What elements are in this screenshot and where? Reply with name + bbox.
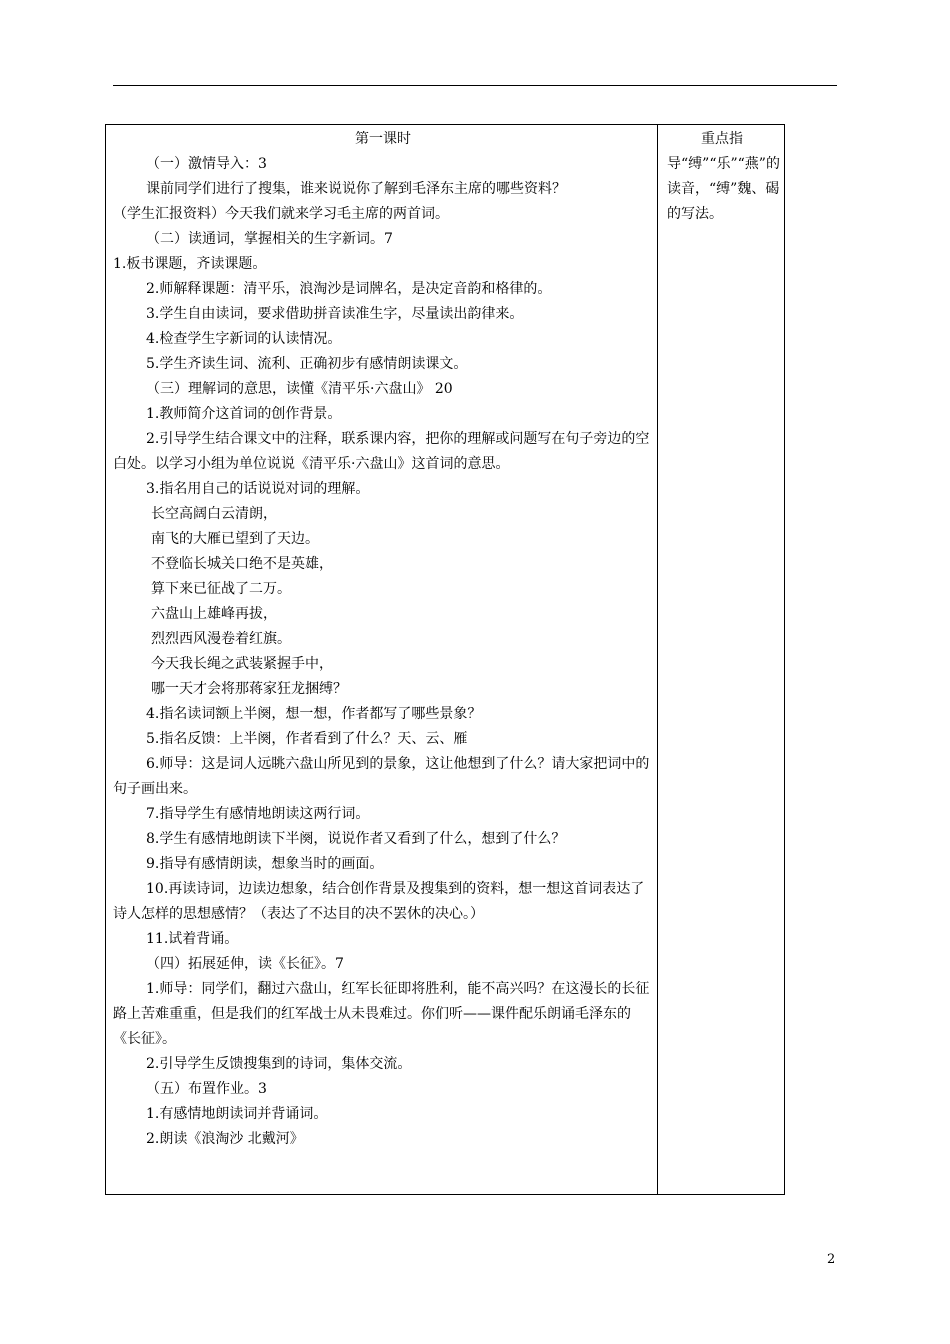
poem-line: 长空高阔白云清朗， xyxy=(151,506,277,522)
lesson-paragraph: （学生汇报资料）今天我们就来学习毛主席的两首词。 xyxy=(113,206,449,222)
lesson-paragraph: （一）激情导入：3 xyxy=(146,156,267,172)
lesson-paragraph: 10.再读诗词，边读边想象，结合创作背景及搜集到的资料，想一想这首词表达了诗人怎样的思想感情？（表达了不达目的决不罢休的决心。） xyxy=(113,881,645,922)
lesson-paragraph: 1.有感情地朗读词并背诵词。 xyxy=(146,1106,328,1122)
teaching-notes-cell xyxy=(667,127,782,227)
lesson-paragraph: （二）读通词，掌握相关的生字新词。7 xyxy=(146,231,393,247)
teaching-note: 重点指导“缚”“乐”“燕”的读音，“缚”魏、碣的写法。 xyxy=(667,131,780,222)
lesson-paragraph: 课前同学们进行了搜集，谁来说说你了解到毛泽东主席的哪些资料？ xyxy=(146,181,566,197)
poem-line: 今天我长绳之武装紧握手中， xyxy=(151,656,333,672)
lesson-paragraph: 7.指导学生有感情地朗读这两行词。 xyxy=(146,806,370,822)
poem-line: 烈烈西风漫卷着红旗。 xyxy=(151,631,291,647)
lesson-paragraph: 2.朗读《浪淘沙 北戴河》 xyxy=(146,1131,304,1147)
table-column-divider xyxy=(657,124,658,1195)
lesson-paragraph: 4.指名读词额上半阕，想一想，作者都写了哪些景象？ xyxy=(146,706,482,722)
lesson-paragraph: （五）布置作业。3 xyxy=(146,1081,267,1097)
lesson-paragraph: 4.检查学生字新词的认读情况。 xyxy=(146,331,342,347)
poem-line: 哪一天才会将那蒋家狂龙捆缚？ xyxy=(151,681,347,697)
lesson-paragraph: 8.学生有感情地朗读下半阕，说说作者又看到了什么，想到了什么？ xyxy=(146,831,566,847)
poem-line: 不登临长城关口绝不是英雄， xyxy=(151,556,333,572)
lesson-paragraph: 1.板书课题，齐读课题。 xyxy=(113,256,267,272)
lesson-paragraph: 2.引导学生结合课文中的注释，联系课内容，把你的理解或问题写在句子旁边的空白处。以学习小组为单位说说《清平乐·六盘山》这首词的意思。 xyxy=(113,431,650,472)
lesson-paragraph: 2.引导学生反馈搜集到的诗词，集体交流。 xyxy=(146,1056,412,1072)
poem-line: 算下来已征战了二万。 xyxy=(151,581,291,597)
lesson-paragraph: 9.指导有感情朗读，想象当时的画面。 xyxy=(146,856,384,872)
lesson-paragraph: 3.学生自由读词，要求借助拼音读准生字，尽量读出韵律来。 xyxy=(146,306,524,322)
lesson-paragraph: 5.指名反馈：上半阕，作者看到了什么？天、云、雁 xyxy=(146,731,468,747)
lesson-paragraph: （三）理解词的意思，读懂《清平乐·六盘山》 20 xyxy=(146,381,453,397)
lesson-paragraph: 1.教师简介这首词的创作背景。 xyxy=(146,406,342,422)
poem-line: 六盘山上雄峰再拔， xyxy=(151,606,277,622)
lesson-content-cell xyxy=(113,127,653,1152)
lesson-paragraph: 6.师导：这是词人远眺六盘山所见到的景象，这让他想到了什么？请大家把词中的句子画出来。 xyxy=(113,756,650,797)
lesson-paragraph: 3.指名用自己的话说说对词的理解。 xyxy=(146,481,370,497)
lesson-paragraph: 5.学生齐读生词、流利、正确初步有感情朗读课文。 xyxy=(146,356,468,372)
lesson-paragraph: 1.师导：同学们，翻过六盘山，红军长征即将胜利，能不高兴吗？在这漫长的长征路上苦难重重，但是我们的红军战士从未畏难过。你们听——课件配乐朗诵毛泽东的《长征》。 xyxy=(113,981,650,1047)
lesson-paragraph: 11.试着背诵。 xyxy=(146,931,239,947)
lesson-title: 第一课时 xyxy=(355,131,411,147)
lesson-paragraph: 2.师解释课题：清平乐，浪淘沙是词牌名，是决定音韵和格律的。 xyxy=(146,281,552,297)
poem-line: 南飞的大雁已望到了天边。 xyxy=(151,531,319,547)
page-number: 2 xyxy=(827,1252,836,1267)
header-rule xyxy=(113,85,837,86)
lesson-paragraph: （四）拓展延伸，读《长征》。7 xyxy=(146,956,344,972)
